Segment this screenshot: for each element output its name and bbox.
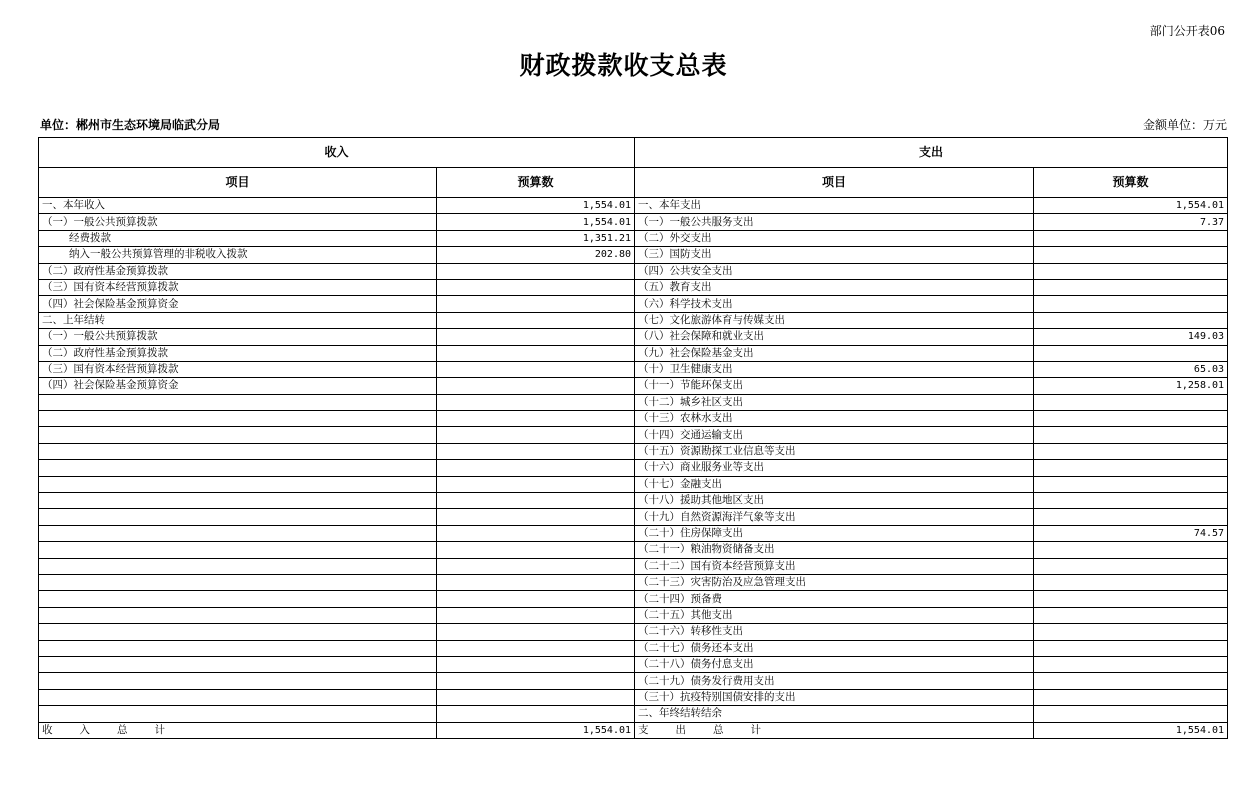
table-row [39,525,1228,541]
income-value-cell [437,509,635,525]
table-row [39,279,1228,295]
income-value-cell [437,673,635,689]
table-row [39,624,1228,640]
table-row [39,329,1228,345]
expense-item-cell: （二十九）债务发行费用支出 [635,673,1034,689]
expense-value-cell [1034,263,1228,279]
expense-value-cell [1034,558,1228,574]
income-value-cell [437,640,635,656]
income-total-label: 收 入 总 计 [39,722,437,738]
income-item-cell [39,574,437,590]
income-value-cell [437,689,635,705]
expense-total-label: 支 出 总 计 [635,722,1034,738]
table-row [39,476,1228,492]
expense-value-cell [1034,624,1228,640]
expense-value-cell [1034,493,1228,509]
income-item-cell: （一）一般公共预算拨款 [39,214,437,230]
expense-value-cell [1034,574,1228,590]
expense-item-cell: （五）教育支出 [635,279,1034,295]
expense-value-cell: 74.57 [1034,525,1228,541]
income-item-cell: （三）国有资本经营预算拨款 [39,279,437,295]
table-row [39,509,1228,525]
income-value-cell [437,411,635,427]
expense-value-cell [1034,460,1228,476]
income-item-cell [39,476,437,492]
expense-item-cell: （十四）交通运输支出 [635,427,1034,443]
expense-value-cell [1034,230,1228,246]
income-item-cell [39,706,437,722]
income-value-cell [437,263,635,279]
expense-item-cell: （二十一）粮油物资储备支出 [635,542,1034,558]
table-row [39,558,1228,574]
table-row [39,214,1228,230]
income-item-header: 项目 [39,168,437,198]
table-row [39,673,1228,689]
income-value-cell [437,542,635,558]
table-row [39,542,1228,558]
income-value-cell [437,591,635,607]
income-value-cell [437,656,635,672]
expense-value-cell [1034,427,1228,443]
income-item-cell: （四）社会保险基金预算资金 [39,296,437,312]
expense-value-cell [1034,476,1228,492]
table-row [39,427,1228,443]
income-item-cell: （三）国有资本经营预算拨款 [39,361,437,377]
income-item-cell [39,411,437,427]
income-value-cell [437,525,635,541]
income-value-cell [437,378,635,394]
expense-value-cell [1034,443,1228,459]
amount-unit: 金额单位：万元 [1142,118,1227,132]
income-item-cell: 经费拨款 [39,230,437,246]
income-value-cell [437,427,635,443]
expense-item-cell: （二十五）其他支出 [635,607,1034,623]
expense-value-cell [1034,312,1228,328]
expense-value-cell [1034,689,1228,705]
expense-item-cell: （七）文化旅游体育与传媒支出 [635,312,1034,328]
budget-table [38,137,1228,739]
income-value-cell [437,624,635,640]
expense-value-cell [1034,345,1228,361]
expense-item-cell: （十五）资源勘探工业信息等支出 [635,443,1034,459]
income-item-cell [39,525,437,541]
header-row-section [39,138,1228,168]
table-row [39,706,1228,722]
expense-value-cell [1034,394,1228,410]
income-item-cell: 二、上年结转 [39,312,437,328]
income-total-value: 1,554.01 [437,722,635,738]
expense-item-cell: （六）科学技术支出 [635,296,1034,312]
income-item-cell [39,640,437,656]
totals-row [39,722,1228,738]
table-row [39,574,1228,590]
expense-item-cell: （十一）节能环保支出 [635,378,1034,394]
expense-item-cell: （二）外交支出 [635,230,1034,246]
expense-total-value: 1,554.01 [1034,722,1228,738]
table-row [39,263,1228,279]
table-row [39,394,1228,410]
income-item-cell [39,427,437,443]
expense-item-header: 项目 [635,168,1034,198]
income-item-cell [39,624,437,640]
expense-value-cell [1034,591,1228,607]
income-item-cell [39,656,437,672]
income-item-cell: （一）一般公共预算拨款 [39,329,437,345]
expense-item-cell: 二、年终结转结余 [635,706,1034,722]
income-value-cell [437,574,635,590]
expense-item-cell: （二十四）预备费 [635,591,1034,607]
table-row [39,689,1228,705]
income-value-cell [437,345,635,361]
expense-value-cell: 149.03 [1034,329,1228,345]
expense-value-cell [1034,706,1228,722]
income-value-cell: 202.80 [437,247,635,263]
expense-item-cell: 一、本年支出 [635,198,1034,214]
table-row [39,443,1228,459]
expense-value-cell [1034,673,1228,689]
expense-value-cell [1034,509,1228,525]
expense-item-cell: （九）社会保险基金支出 [635,345,1034,361]
income-item-cell: （四）社会保险基金预算资金 [39,378,437,394]
income-value-cell: 1,351.21 [437,230,635,246]
table-row [39,591,1228,607]
table-body [39,138,1228,739]
expense-value-cell [1034,656,1228,672]
income-item-cell [39,558,437,574]
header-row-columns [39,168,1228,198]
income-item-cell [39,493,437,509]
table-row [39,460,1228,476]
income-value-cell [437,279,635,295]
income-value-cell [437,558,635,574]
expense-item-cell: （三十）抗疫特别国债安排的支出 [635,689,1034,705]
income-value-cell: 1,554.01 [437,214,635,230]
expense-item-cell: （四）公共安全支出 [635,263,1034,279]
income-item-cell [39,460,437,476]
table-row [39,312,1228,328]
income-item-cell [39,673,437,689]
income-value-cell [437,312,635,328]
income-item-cell [39,591,437,607]
expense-value-cell: 65.03 [1034,361,1228,377]
table-row [39,361,1228,377]
income-item-cell: （二）政府性基金预算拨款 [39,263,437,279]
expense-value-cell [1034,296,1228,312]
income-item-cell [39,607,437,623]
page-title: 财政拨款收支总表 [519,51,728,80]
expense-item-cell: （二十七）债务还本支出 [635,640,1034,656]
income-item-cell [39,689,437,705]
table-row [39,230,1228,246]
table-row [39,607,1228,623]
expense-item-cell: （十八）援助其他地区支出 [635,493,1034,509]
income-item-cell [39,509,437,525]
table-row [39,640,1228,656]
expense-item-cell: （二十）住房保障支出 [635,525,1034,541]
income-value-cell [437,443,635,459]
income-item-cell [39,542,437,558]
table-row [39,411,1228,427]
expense-item-cell: （十）卫生健康支出 [635,361,1034,377]
expense-item-cell: （十七）金融支出 [635,476,1034,492]
form-code: 部门公开表06 [1149,24,1225,38]
income-value-cell [437,460,635,476]
income-value-cell [437,476,635,492]
expense-header: 支出 [635,138,1228,168]
expense-item-cell: （二十六）转移性支出 [635,624,1034,640]
expense-value-cell [1034,542,1228,558]
expense-value-cell [1034,411,1228,427]
expense-item-cell: （十二）城乡社区支出 [635,394,1034,410]
income-value-cell: 1,554.01 [437,198,635,214]
income-value-cell [437,706,635,722]
income-item-cell [39,443,437,459]
income-item-cell: （二）政府性基金预算拨款 [39,345,437,361]
expense-item-cell: （十九）自然资源海洋气象等支出 [635,509,1034,525]
table-row [39,296,1228,312]
expense-item-cell: （十六）商业服务业等支出 [635,460,1034,476]
income-value-cell [437,394,635,410]
income-header: 收入 [39,138,635,168]
expense-item-cell: （二十三）灾害防治及应急管理支出 [635,574,1034,590]
table-row [39,378,1228,394]
table-row [39,656,1228,672]
income-value-cell [437,296,635,312]
income-item-cell [39,394,437,410]
expense-budget-header: 预算数 [1034,168,1228,198]
expense-item-cell: （十三）农林水支出 [635,411,1034,427]
unit-label: 单位：郴州市生态环境局临武分局 [40,118,221,132]
expense-value-cell [1034,279,1228,295]
income-item-cell: 一、本年收入 [39,198,437,214]
income-value-cell [437,493,635,509]
income-value-cell [437,607,635,623]
table-row [39,247,1228,263]
table-row [39,345,1228,361]
expense-item-cell: （一）一般公共服务支出 [635,214,1034,230]
expense-item-cell: （二十二）国有资本经营预算支出 [635,558,1034,574]
expense-value-cell: 1,554.01 [1034,198,1228,214]
expense-value-cell [1034,247,1228,263]
expense-value-cell: 7.37 [1034,214,1228,230]
table-row [39,493,1228,509]
expense-value-cell: 1,258.01 [1034,378,1228,394]
table-row [39,198,1228,214]
expense-item-cell: （二十八）债务付息支出 [635,656,1034,672]
income-budget-header: 预算数 [437,168,635,198]
expense-value-cell [1034,640,1228,656]
income-value-cell [437,361,635,377]
expense-item-cell: （八）社会保障和就业支出 [635,329,1034,345]
expense-item-cell: （三）国防支出 [635,247,1034,263]
expense-value-cell [1034,607,1228,623]
income-value-cell [437,329,635,345]
income-item-cell: 纳入一般公共预算管理的非税收入拨款 [39,247,437,263]
